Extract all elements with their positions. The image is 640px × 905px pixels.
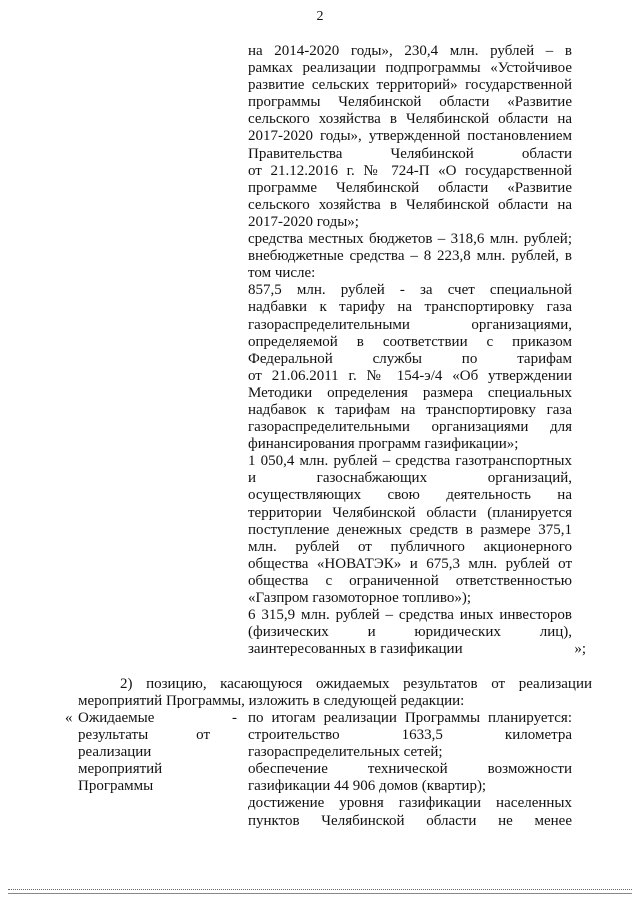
text-line: финансирования программ газификации»; [248,436,519,453]
text-line: сельского хозяйства в Челябинской области на [248,111,572,128]
text-line: надбавок к тарифам на транспортировку газа [248,401,572,418]
text-line: Правительства Челябинской области [248,145,572,162]
text-line: рамках реализации подпрограммы «Устойчивое [248,60,572,77]
text-line: программы Челябинской области «Развитие [248,94,572,111]
text-line: и газоснабжающих организаций, [248,470,572,487]
table-right-cell [248,710,572,830]
table-text-line: строительство 1633,5 километра [248,727,572,744]
table-text-line: газораспределительных сетей; [248,744,443,761]
text-line: программе Челябинской области «Развитие [248,179,572,196]
table-text-line: по итогам реализации Программы планируется: [248,710,572,726]
footer-rule [8,893,632,894]
text-line: общества «НОВАТЭК» и 675,3 млн. рублей от [248,555,572,572]
text-line: 6 315,9 млн. рублей – средства иных инвесторов [248,607,572,624]
page-number: 2 [316,9,324,24]
table-label-line: реализации [78,744,152,761]
text-line: 2) позицию, касающуюся ожидаемых результатов от реализации [120,676,592,692]
table-label-line: Программы [78,778,154,795]
text-line: 2017-2020 годы»; [248,213,359,230]
text-line: надбавки к тарифу на транспортировку газа [248,299,572,316]
text-line: от 21.12.2016 г. № 724-П «О государственной [248,162,572,179]
table-text-line: пунктов Челябинской области не менее [248,812,572,829]
table-dash: - [232,710,237,726]
text-line: сельского хозяйства в Челябинской области на [248,196,572,213]
text-line: (физических и юридических лиц), [248,624,572,641]
text-line: осуществляющих свою деятельность на [248,487,572,504]
text-line: территории Челябинской области (планируется [248,504,572,521]
text-line: мероприятий Программы, изложить в следующей редакции: [78,693,465,710]
table-label-line: результаты от [78,727,210,744]
text-line: газораспределительными организациями для [248,419,572,436]
funding-continuation-block [248,43,586,658]
text-line: поступление денежных средств в размере 375,1 [248,521,572,538]
text-line: «Газпром газомоторное топливо»); [248,590,472,606]
table-left-cell [65,710,242,795]
table-text-line: газификации 44 906 домов (квартир); [248,778,487,795]
text-line: Федеральной службы по тарифам [248,350,572,367]
text-line: газораспределительными организациями, [248,316,572,333]
text-line: на 2014-2020 годы», 230,4 млн. рублей – в [248,43,572,59]
text-line: определяемой в соответствии с приказом [248,333,572,350]
text-line: общества с ограниченной ответственностью [248,572,572,589]
text-line: 1 050,4 млн. рублей – средства газотранспортных [248,453,572,470]
table-label-line: мероприятий [78,761,163,778]
table-text-line: достижение уровня газификации населенных [248,795,572,812]
opening-quote: « [65,710,73,726]
footer-rule [8,889,632,890]
text-line: средства местных бюджетов – 318,6 млн. рублей; [248,231,572,248]
table-label-line: Ожидаемые [78,710,155,726]
text-line: внебюджетные средства – 8 223,8 млн. рублей, в [248,248,572,265]
text-line-with-closing-quote [248,641,586,658]
closing-quote: »; [574,641,586,658]
text-line: развитие сельских территорий» государственной [248,77,572,94]
table-text-line: обеспечение технической возможности [248,761,572,778]
item-2-paragraph [78,676,592,710]
text-line: Методики определения размера специальных [248,384,572,401]
text-line: 2017-2020 годы», утвержденной постановлением [248,128,572,145]
text-fragment: заинтересованных в газификации [248,641,463,658]
text-line: млн. рублей от публичного акционерного [248,538,572,555]
text-line: том числе: [248,265,316,282]
text-line: 857,5 млн. рублей - за счет специальной [248,282,572,299]
text-line: от 21.06.2011 г. № 154-э/4 «Об утверждении [248,367,572,384]
